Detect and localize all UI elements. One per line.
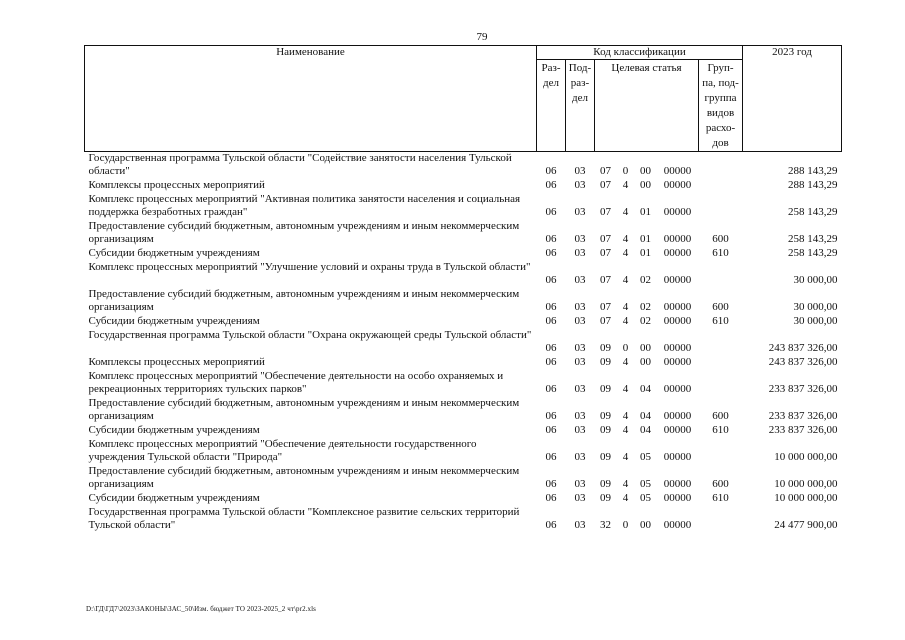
row-target-program: 09 <box>600 424 611 436</box>
row-amount: 243 837 326,00 <box>768 342 838 354</box>
row-target-type: 0 <box>622 165 629 177</box>
row-razdel: 06 <box>545 356 557 368</box>
row-expense-type <box>699 152 743 180</box>
row-target-type: 4 <box>622 410 629 422</box>
row-podrazdel: 03 <box>574 342 586 354</box>
row-razdel: 06 <box>545 383 557 395</box>
row-name: Предоставление субсидий бюджетным, автономным учреждениям и иным некоммерческим организациям <box>88 220 520 245</box>
table-row <box>85 438 842 465</box>
row-podrazdel: 03 <box>574 451 586 463</box>
row-target-type: 4 <box>622 451 629 463</box>
header-year: 2023 год <box>743 46 842 152</box>
row-name: Субсидии бюджетным учреждениям <box>88 315 260 327</box>
row-target-type: 4 <box>622 315 629 327</box>
row-target-program: 07 <box>600 179 611 191</box>
row-target-group: 05 <box>640 478 651 490</box>
table-row <box>85 506 842 533</box>
row-target-group: 00 <box>640 519 651 531</box>
row-target-group: 00 <box>640 342 651 354</box>
row-podrazdel: 03 <box>574 410 586 422</box>
row-target-program: 09 <box>600 492 611 504</box>
header-code-group: Код классификации <box>537 46 743 60</box>
row-podrazdel: 03 <box>574 233 586 245</box>
row-name: Комплекс процессных мероприятий "Улучшение условий и охраны труда в Тульской области" <box>88 261 531 273</box>
row-target-type: 4 <box>622 492 629 504</box>
table-row <box>85 397 842 424</box>
row-amount: 30 000,00 <box>793 315 838 327</box>
row-target-type: 0 <box>622 519 629 531</box>
row-target-program: 07 <box>600 315 611 327</box>
row-name: Предоставление субсидий бюджетным, автономным учреждениям и иным некоммерческим организациям <box>88 397 520 422</box>
row-target-direction: 00000 <box>663 247 692 259</box>
row-target-group: 01 <box>640 233 651 245</box>
row-target-direction: 00000 <box>663 301 692 313</box>
row-target-program: 32 <box>600 519 611 531</box>
row-name: Предоставление субсидий бюджетным, автономным учреждениям и иным некоммерческим организациям <box>88 288 520 313</box>
row-target-direction: 00000 <box>663 342 692 354</box>
row-razdel: 06 <box>545 233 557 245</box>
row-target-type: 4 <box>622 274 629 286</box>
table-row <box>85 179 842 193</box>
table-row <box>85 424 842 438</box>
row-name: Комплекс процессных мероприятий "Активная политика занятости населения и социальная поддержка безработных граждан" <box>88 193 521 218</box>
row-razdel: 06 <box>545 179 557 191</box>
row-target-group: 02 <box>640 301 651 313</box>
row-target-direction: 00000 <box>663 274 692 286</box>
row-target-group: 04 <box>640 410 651 422</box>
row-podrazdel: 03 <box>574 206 586 218</box>
row-target-type: 4 <box>622 356 629 368</box>
row-target-group: 02 <box>640 274 651 286</box>
table-row <box>85 492 842 506</box>
row-target-direction: 00000 <box>663 206 692 218</box>
table-row <box>85 370 842 397</box>
row-target-type: 4 <box>622 179 629 191</box>
table-row <box>85 220 842 247</box>
row-podrazdel: 03 <box>574 478 586 490</box>
row-target-group: 04 <box>640 424 651 436</box>
row-podrazdel: 03 <box>574 383 586 395</box>
row-razdel: 06 <box>545 342 557 354</box>
row-expense-type: 600 <box>712 301 729 313</box>
row-target-type: 0 <box>622 342 629 354</box>
row-target-program: 09 <box>600 410 611 422</box>
row-target-direction: 00000 <box>663 356 692 368</box>
row-name: Комплексы процессных мероприятий <box>88 356 265 368</box>
row-expense-type: 600 <box>712 478 729 490</box>
row-expense-type <box>699 261 743 288</box>
row-target-group: 04 <box>640 383 651 395</box>
row-target-program: 07 <box>600 165 611 177</box>
row-target-type: 4 <box>622 233 629 245</box>
row-amount: 288 143,29 <box>788 165 838 177</box>
header-target: Целевая статья <box>595 60 699 152</box>
row-name: Предоставление субсидий бюджетным, автономным учреждениям и иным некоммерческим организациям <box>88 465 520 490</box>
row-target-program: 09 <box>600 383 611 395</box>
row-amount: 30 000,00 <box>793 301 838 313</box>
row-target-direction: 00000 <box>663 492 692 504</box>
row-target-type: 4 <box>622 206 629 218</box>
row-razdel: 06 <box>545 451 557 463</box>
row-target-direction: 00000 <box>663 410 692 422</box>
row-target-direction: 00000 <box>663 165 692 177</box>
row-target-group: 01 <box>640 247 651 259</box>
header-razdel: Раз- дел <box>537 60 566 152</box>
table-body <box>85 152 842 534</box>
row-expense-type <box>699 193 743 220</box>
row-target-type: 4 <box>622 247 629 259</box>
row-podrazdel: 03 <box>574 315 586 327</box>
row-expense-type <box>699 329 743 356</box>
row-target-direction: 00000 <box>663 315 692 327</box>
row-amount: 258 143,29 <box>788 233 838 245</box>
row-name: Субсидии бюджетным учреждениям <box>88 424 260 436</box>
row-target-program: 09 <box>600 451 611 463</box>
row-razdel: 06 <box>545 301 557 313</box>
row-podrazdel: 03 <box>574 179 586 191</box>
row-target-program: 07 <box>600 274 611 286</box>
row-expense-type: 610 <box>712 315 729 327</box>
row-target-program: 07 <box>600 206 611 218</box>
row-amount: 243 837 326,00 <box>768 356 838 368</box>
row-amount: 258 143,29 <box>788 247 838 259</box>
row-target-group: 00 <box>640 165 651 177</box>
row-target-group: 00 <box>640 179 651 191</box>
row-name: Государственная программа Тульской области "Охрана окружающей среды Тульской области" <box>88 329 532 341</box>
row-podrazdel: 03 <box>574 165 586 177</box>
row-razdel: 06 <box>545 274 557 286</box>
row-target-type: 4 <box>622 301 629 313</box>
row-amount: 288 143,29 <box>788 179 838 191</box>
row-target-program: 07 <box>600 247 611 259</box>
row-expense-type <box>699 356 743 370</box>
row-target-type: 4 <box>622 383 629 395</box>
row-target-direction: 00000 <box>663 383 692 395</box>
row-razdel: 06 <box>545 315 557 327</box>
row-podrazdel: 03 <box>574 356 586 368</box>
row-razdel: 06 <box>545 206 557 218</box>
row-expense-type: 600 <box>712 410 729 422</box>
row-amount: 10 000 000,00 <box>774 492 838 504</box>
row-expense-type <box>699 438 743 465</box>
row-target-direction: 00000 <box>663 179 692 191</box>
row-expense-type: 610 <box>712 247 729 259</box>
row-target-direction: 00000 <box>663 424 692 436</box>
row-target-program: 09 <box>600 356 611 368</box>
row-amount: 10 000 000,00 <box>774 451 838 463</box>
row-podrazdel: 03 <box>574 301 586 313</box>
table-row <box>85 261 842 288</box>
table-row <box>85 288 842 315</box>
row-amount: 233 837 326,00 <box>768 424 838 436</box>
row-target-direction: 00000 <box>663 233 692 245</box>
row-target-program: 07 <box>600 233 611 245</box>
row-name: Комплекс процессных мероприятий "Обеспечение деятельности на особо охраняемых и рекреационных территориях тульских парков" <box>88 370 504 395</box>
row-name: Комплекс процессных мероприятий "Обеспечение деятельности государственного учреждения Тульской области "Природа" <box>88 438 477 463</box>
row-name: Комплексы процессных мероприятий <box>88 179 265 191</box>
row-expense-type: 610 <box>712 424 729 436</box>
row-razdel: 06 <box>545 165 557 177</box>
row-expense-type <box>699 506 743 533</box>
row-podrazdel: 03 <box>574 274 586 286</box>
row-amount: 24 477 900,00 <box>774 519 838 531</box>
row-target-group: 05 <box>640 451 651 463</box>
table-row <box>85 247 842 261</box>
row-target-group: 05 <box>640 492 651 504</box>
row-amount: 233 837 326,00 <box>768 410 838 422</box>
header-name: Наименование <box>85 46 537 152</box>
row-name: Государственная программа Тульской области "Комплексное развитие сельских территорий Тульской области" <box>88 506 520 531</box>
row-target-direction: 00000 <box>663 478 692 490</box>
table-row <box>85 193 842 220</box>
row-razdel: 06 <box>545 519 557 531</box>
row-amount: 30 000,00 <box>793 274 838 286</box>
row-target-type: 4 <box>622 424 629 436</box>
row-amount: 233 837 326,00 <box>768 383 838 395</box>
header-podrazdel: Под- раз- дел <box>566 60 595 152</box>
row-podrazdel: 03 <box>574 424 586 436</box>
row-target-direction: 00000 <box>663 519 692 531</box>
row-expense-type <box>699 370 743 397</box>
row-podrazdel: 03 <box>574 492 586 504</box>
row-target-program: 09 <box>600 478 611 490</box>
row-target-type: 4 <box>622 478 629 490</box>
row-razdel: 06 <box>545 247 557 259</box>
row-expense-type: 600 <box>712 233 729 245</box>
row-razdel: 06 <box>545 478 557 490</box>
row-razdel: 06 <box>545 410 557 422</box>
row-razdel: 06 <box>545 492 557 504</box>
row-target-program: 09 <box>600 342 611 354</box>
row-name: Субсидии бюджетным учреждениям <box>88 247 260 259</box>
row-target-program: 07 <box>600 301 611 313</box>
row-expense-type: 610 <box>712 492 729 504</box>
row-target-group: 01 <box>640 206 651 218</box>
row-target-group: 02 <box>640 315 651 327</box>
row-expense-type <box>699 179 743 193</box>
table-row <box>85 356 842 370</box>
table-row <box>85 315 842 329</box>
table-row <box>85 465 842 492</box>
row-amount: 258 143,29 <box>788 206 838 218</box>
row-podrazdel: 03 <box>574 519 586 531</box>
table-row <box>85 152 842 180</box>
row-razdel: 06 <box>545 424 557 436</box>
row-target-direction: 00000 <box>663 451 692 463</box>
budget-table <box>84 45 842 533</box>
row-amount: 10 000 000,00 <box>774 478 838 490</box>
row-podrazdel: 03 <box>574 247 586 259</box>
file-path: D:\ГД\ГД7\2023\ЗАКОНЫ\ЗАС_50\Изм. бюджет ТО 2023-2025_2 чт\pr2.xls <box>86 605 316 613</box>
table-row <box>85 329 842 356</box>
row-target-group: 00 <box>640 356 651 368</box>
row-name: Субсидии бюджетным учреждениям <box>88 492 260 504</box>
page-number: 79 <box>476 31 488 43</box>
row-name: Государственная программа Тульской области "Содействие занятости населения Тульской области" <box>88 152 512 177</box>
header-vid: Груп- па, под- группа видов расхо- дов <box>699 60 743 152</box>
